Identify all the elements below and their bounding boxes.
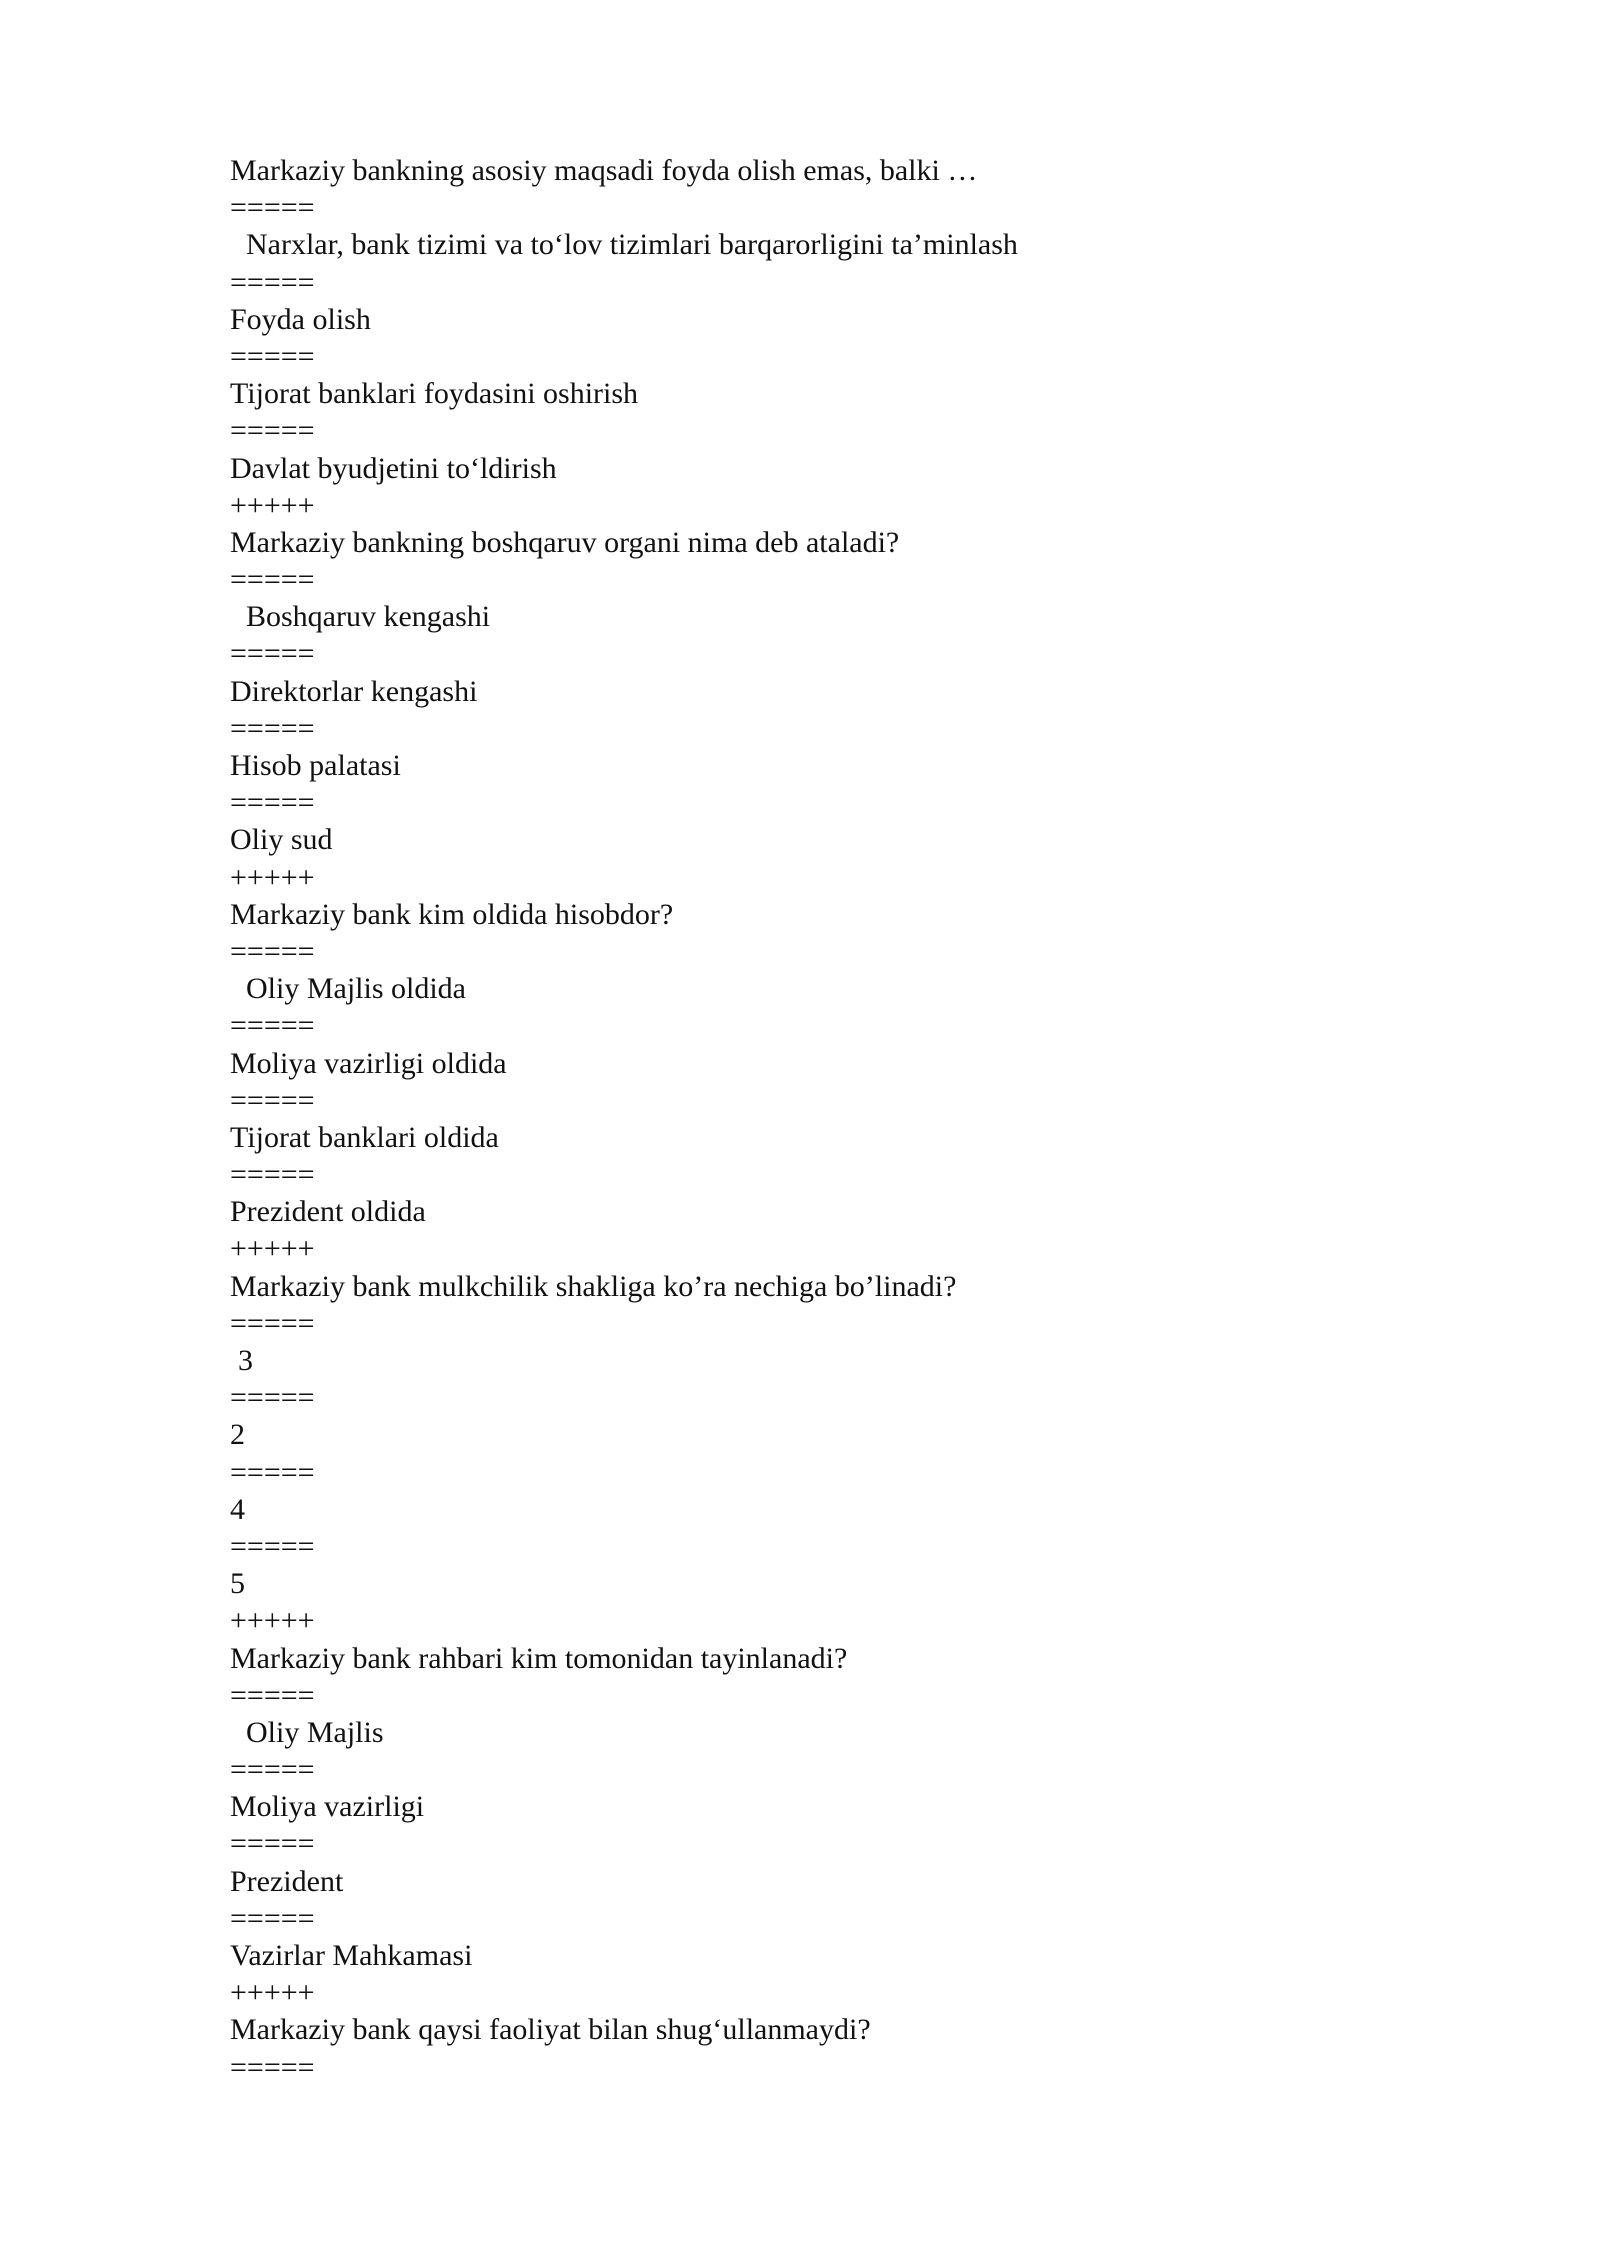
answer-option: Oliy Majlis oldida	[246, 972, 466, 1006]
answer-option: Narxlar, bank tizimi va to‘lov tizimlari barqarorligini ta’minlash	[246, 228, 1018, 262]
answer-option: Prezident oldida	[230, 1195, 426, 1229]
separator-line: =====	[230, 1529, 315, 1563]
answer-option: Foyda olish	[230, 302, 371, 336]
question-end-marker: +++++	[230, 1232, 315, 1266]
question-text: Markaziy bank mulkchilik shakliga ko’ra nechiga bo’linadi?	[230, 1269, 957, 1303]
separator-line: =====	[230, 934, 315, 968]
document-page	[230, 152, 1430, 2086]
separator-line: =====	[230, 563, 315, 597]
question-end-marker: +++++	[230, 488, 315, 522]
separator-line: =====	[230, 1901, 315, 1935]
answer-option: Moliya vazirligi oldida	[230, 1046, 507, 1080]
question-text: Markaziy bankning asosiy maqsadi foyda olish emas, balki …	[230, 154, 978, 187]
answer-option: Direktorlar kengashi	[230, 674, 478, 708]
answer-option: Moliya vazirligi	[230, 1790, 425, 1824]
separator-line: =====	[230, 414, 315, 448]
answer-option: 2	[230, 1418, 245, 1452]
answer-option: 5	[230, 1567, 245, 1601]
separator-line: =====	[230, 1381, 315, 1415]
question-end-marker: +++++	[230, 1976, 315, 2010]
answer-option: Davlat byudjetini to‘ldirish	[230, 451, 557, 485]
separator-line: =====	[230, 1827, 315, 1861]
separator-line: =====	[230, 191, 315, 225]
question-text: Markaziy bank qaysi faoliyat bilan shug‘ullanmaydi?	[230, 2013, 871, 2047]
question-text: Markaziy bankning boshqaruv organi nima deb ataladi?	[230, 525, 900, 559]
separator-line: =====	[230, 1083, 315, 1117]
answer-option: Hisob palatasi	[230, 749, 401, 782]
separator-line: =====	[230, 265, 315, 299]
separator-line: =====	[230, 711, 315, 745]
answer-option: 3	[238, 1344, 253, 1377]
separator-line: =====	[230, 1306, 315, 1340]
separator-line: =====	[230, 1009, 315, 1043]
separator-line: =====	[230, 786, 315, 820]
question-text: Markaziy bank rahbari kim tomonidan tayinlanadi?	[230, 1641, 848, 1675]
separator-line: =====	[230, 1678, 315, 1712]
answer-option: Oliy Majlis	[246, 1715, 384, 1749]
answer-option: Tijorat banklari foydasini oshirish	[230, 377, 639, 411]
separator-line: =====	[230, 637, 315, 671]
separator-line: =====	[230, 339, 315, 373]
question-end-marker: +++++	[230, 860, 315, 894]
question-text: Markaziy bank kim oldida hisobdor?	[230, 897, 674, 931]
separator-line: =====	[230, 2050, 315, 2084]
answer-option: Vazirlar Mahkamasi	[230, 1939, 473, 1972]
answer-option: Tijorat banklari oldida	[230, 1120, 499, 1154]
answer-option: Boshqaruv kengashi	[246, 600, 491, 634]
answer-option: Prezident	[230, 1864, 344, 1898]
answer-option: 4	[230, 1492, 245, 1526]
separator-line: =====	[230, 1455, 315, 1489]
answer-option: Oliy sud	[230, 823, 333, 857]
separator-line: =====	[230, 1753, 315, 1787]
question-end-marker: +++++	[230, 1604, 315, 1638]
separator-line: =====	[230, 1158, 315, 1192]
